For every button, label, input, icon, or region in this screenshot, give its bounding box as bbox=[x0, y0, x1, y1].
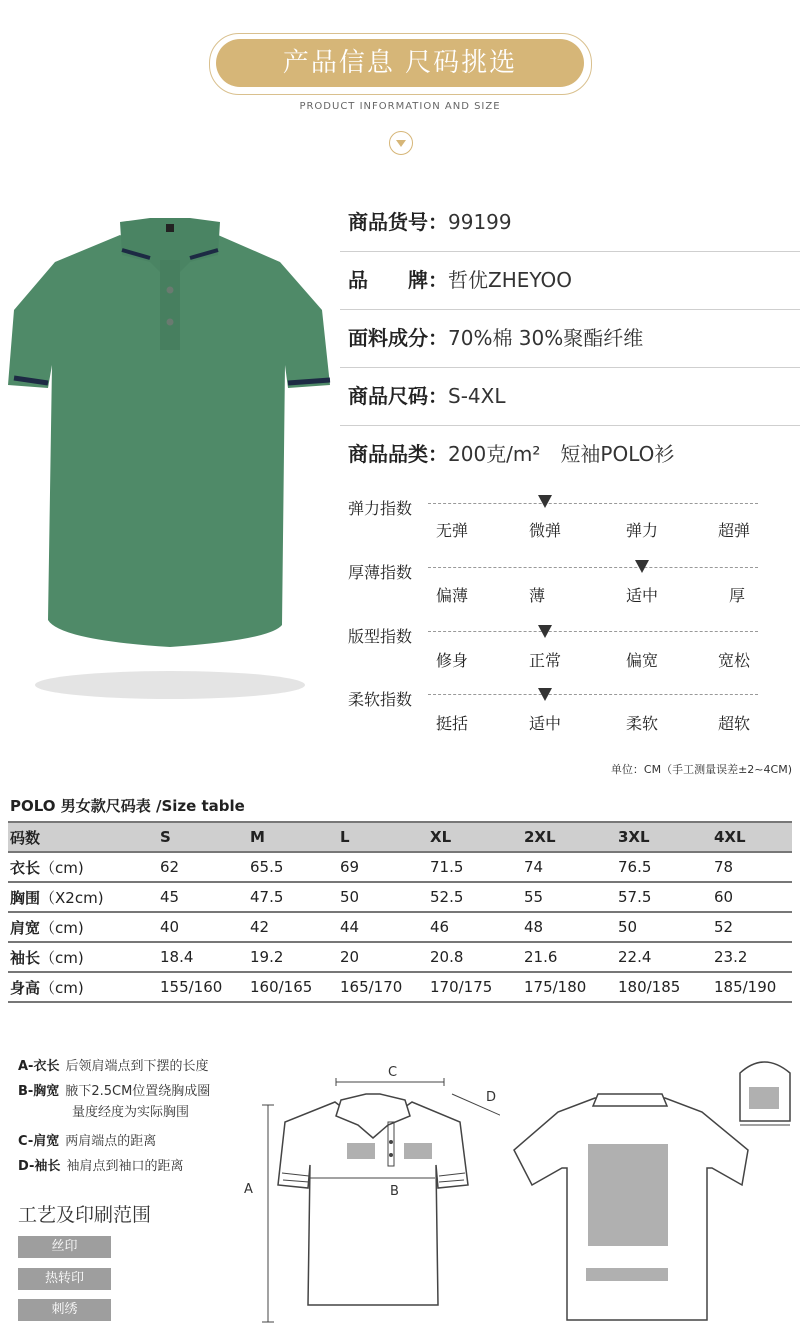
table-row: 衣长（cm) 62 65.5 69 71.5 74 76.5 78 bbox=[8, 852, 792, 882]
index-scale-line bbox=[428, 567, 758, 568]
legend-sleeve: D-袖长 袖肩点到袖口的距离 bbox=[18, 1159, 184, 1174]
size-table-title: POLO 男女款尺码表 /Size table bbox=[10, 797, 245, 815]
table-row: 身高（cm) 155/160 160/165 165/170 170/175 175/180 180/185 185/190 bbox=[8, 972, 792, 1002]
craft-tag-heat-transfer: 热转印 bbox=[18, 1268, 111, 1290]
table-row: 肩宽（cm) 40 42 44 46 48 50 52 bbox=[8, 912, 792, 942]
spec-row-size: 商品尺码：S-4XL bbox=[340, 367, 800, 426]
spec-row-fabric: 面料成分：70%棉 30%聚酯纤维 bbox=[340, 309, 800, 368]
section-title: 产品信息 尺码挑选 bbox=[216, 39, 584, 87]
craft-tag-screen-print: 丝印 bbox=[18, 1236, 111, 1258]
selected-marker-icon bbox=[538, 688, 552, 701]
craft-title: 工艺及印刷范围 bbox=[18, 1204, 152, 1226]
selected-marker-icon bbox=[635, 560, 649, 573]
table-row: 袖长（cm) 18.4 19.2 20 20.8 21.6 22.4 23.2 bbox=[8, 942, 792, 972]
collar-detail-diagram bbox=[738, 1055, 792, 1130]
back-shirt-diagram bbox=[510, 1090, 750, 1330]
legend-shoulder: C-肩宽 两肩端点的距离 bbox=[18, 1134, 157, 1149]
dimension-label-a: A bbox=[244, 1182, 253, 1197]
size-table bbox=[8, 821, 792, 1003]
index-scale-line bbox=[428, 503, 758, 504]
legend-chest-line2: 量度经度为实际胸围 bbox=[72, 1105, 190, 1120]
spec-row-brand: 品 牌：哲优ZHEYOO bbox=[340, 251, 800, 310]
legend-chest: B-胸宽 腋下2.5CM位置绕胸成圈 bbox=[18, 1084, 211, 1099]
table-row: 胸围（X2cm) 45 47.5 50 52.5 55 57.5 60 bbox=[8, 882, 792, 912]
index-scale-line bbox=[428, 694, 758, 695]
dimension-label-b: B bbox=[390, 1184, 399, 1199]
table-header-row: 码数 S M L XL 2XL 3XL 4XL bbox=[8, 822, 792, 852]
dimension-label-d: D bbox=[486, 1090, 497, 1105]
selected-marker-icon bbox=[538, 495, 552, 508]
chevron-down-icon bbox=[389, 131, 413, 155]
dimension-label-c: C bbox=[388, 1065, 398, 1080]
unit-note: 单位：CM（手工测量误差±2~4CM) bbox=[610, 763, 792, 776]
spec-row-item-no: 商品货号：99199 bbox=[340, 193, 800, 252]
spec-row-category: 商品品类：200克/m² 短袖POLO衫 bbox=[348, 442, 675, 466]
selected-marker-icon bbox=[538, 625, 552, 638]
index-scale-line bbox=[428, 631, 758, 632]
polo-shirt-photo bbox=[0, 200, 340, 720]
craft-tag-embroidery: 刺绣 bbox=[18, 1299, 111, 1321]
section-subtitle: PRODUCT INFORMATION AND SIZE bbox=[299, 101, 501, 112]
legend-length: A-衣长 后领肩端点到下摆的长度 bbox=[18, 1059, 209, 1074]
front-shirt-diagram bbox=[240, 1060, 500, 1330]
